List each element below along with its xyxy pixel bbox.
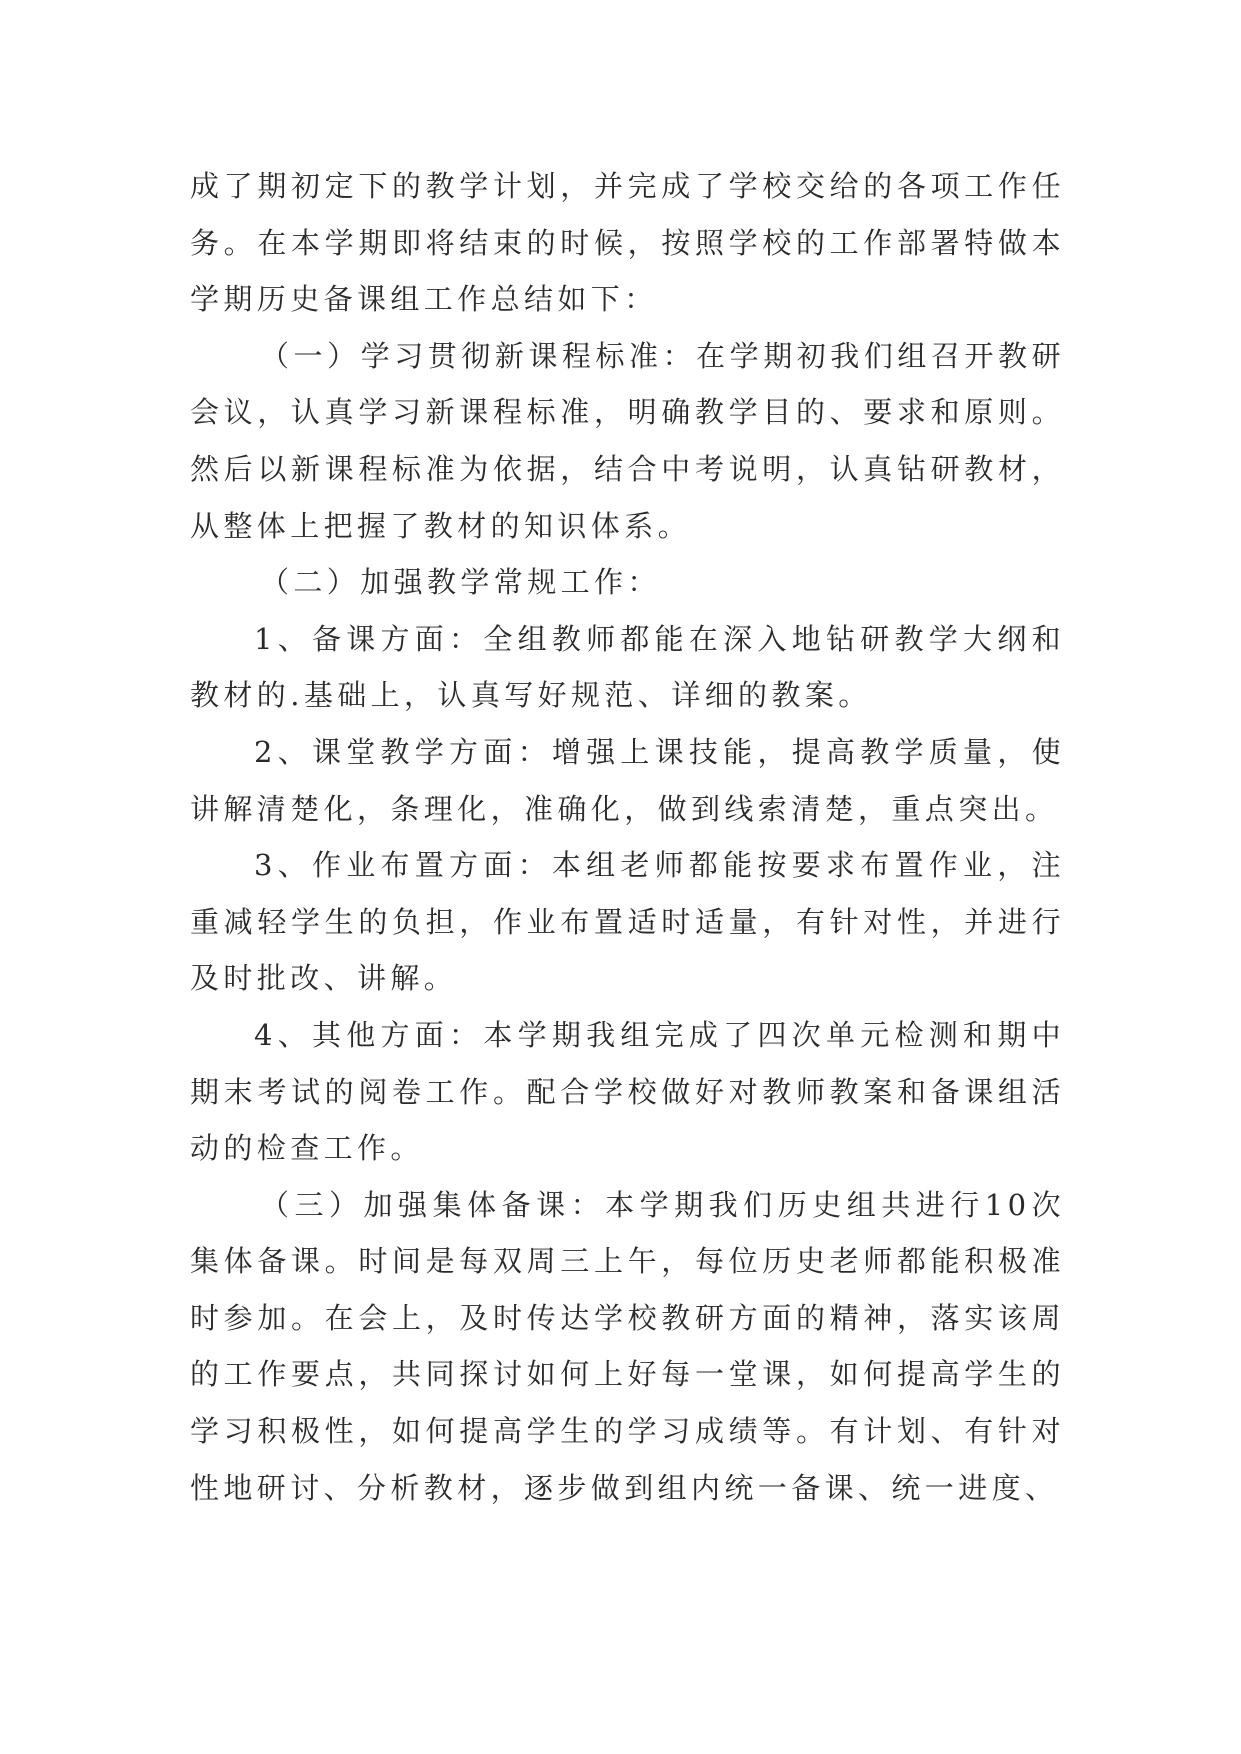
paragraph-item-4: 4、其他方面：本学期我组完成了四次单元检测和期中期末考试的阅卷工作。配合学校做好对教师教案和备课组活动的检查工作。	[190, 1017, 1065, 1166]
paragraph-intro-continuation: 成了期初定下的教学计划，并完成了学校交给的各项工作任务。在本学期即将结束的时候，按照学校的工作部署特做本学期历史备课组工作总结如下：	[190, 169, 1065, 317]
paragraph-item-3: 3、作业布置方面：本组老师都能按要求布置作业，注重减轻学生的负担，作业布置适时适量，有针对性，并进行及时批改、讲解。	[190, 848, 1065, 996]
paragraph-section-2-heading: （二）加强教学常规工作：	[260, 565, 661, 600]
document-body	[190, 158, 1065, 1516]
paragraph-section-3: （三）加强集体备课：本学期我们历史组共进行10次集体备课。时间是每双周三上午，每位历史老师都能积极准时参加。在会上，及时传达学校教研方面的精神，落实该周的工作要点，共同探讨如何上好每一堂课，如何提高学生的学习积极性，如何提高学生的学习成绩等。有计划、有针对性地研讨、分析教材，逐步做到组内统一备课、统一进度、	[190, 1187, 1065, 1505]
paragraph-item-1: 1、备课方面：全组教师都能在深入地钻研教学大纲和教材的.基础上，认真写好规范、详细的教案。	[190, 621, 1065, 713]
paragraph-section-1: （一）学习贯彻新课程标准：在学期初我们组召开教研会议，认真学习新课程标准，明确教学目的、要求和原则。然后以新课程标准为依据，结合中考说明，认真钻研教材，从整体上把握了教材的知识体系。	[190, 338, 1065, 543]
paragraph-item-2: 2、课堂教学方面：增强上课技能，提高教学质量，使讲解清楚化，条理化，准确化，做到线索清楚，重点突出。	[190, 734, 1065, 826]
